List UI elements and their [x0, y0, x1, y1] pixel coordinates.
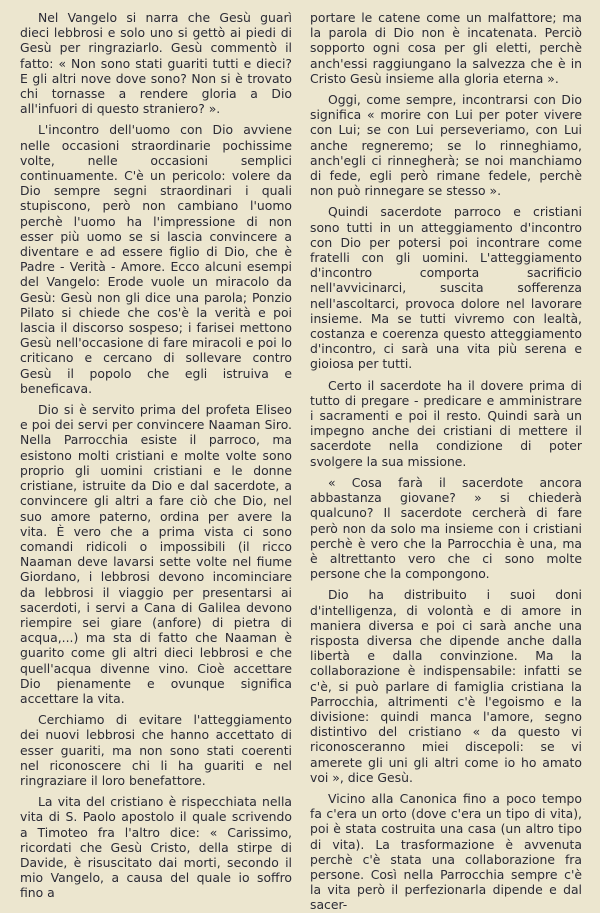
paragraph: Cerchiamo di evitare l'atteggiamento dei nuovi lebbrosi che hanno accettato di esser guariti, ma non sono stati coerenti nel riconoscere chi li ha guariti e nel ringraziare il loro benefattore.	[20, 712, 292, 788]
paragraph: Dio ha distribuito i suoi doni d'intelligenza, di volontà e di amore in maniera diversa e poi ci sarà anche una risposta diversa che dipende anche dalla libertà e dalla convinzione. Ma la collaborazione è indispensabile: infatti se c'è, si può parlare di famiglia cristiana la Parrocchia, altrimenti c'è l'egoismo e la divisione: quindi manca l'amore, segno distintivo del cristiano « da questo vi riconosceranno miei discepoli: se vi amerete gli uni gli altri come io ho amato voi », dice Gesù.	[310, 587, 582, 785]
paragraph: Dio si è servito prima del profeta Eliseo e poi dei servi per convincere Naaman Siro. Nella Parrocchia esiste il parroco, ma esistono molti cristiani e molte volte sono proprio gli uomini cristiani e le donne cristiane, istruite da Dio e dal sacerdote, a convincere gli altri a fare ciò che Dio, nel suo amore paterno, ordina per avere la vita. È vero che a prima vista ci sono comandi ridicoli o impossibili (il ricco Naaman deve lavarsi sette volte nel fiume Giordano, i lebbrosi devono incominciare da lebbrosi il viaggio per presentarsi ai sacerdoti, i servi a Cana di Galilea devono riempire sei giare (anfore) di pietra di acqua,...) ma sta di fatto che Naaman è guarito come gli altri dieci lebbrosi e che quell'acqua divenne vino. Cioè accettare Dio pienamente e ovunque significa accettare la vita.	[20, 402, 292, 706]
left-column	[14, 10, 292, 901]
paragraph: La vita del cristiano è rispecchiata nella vita di S. Paolo apostolo il quale scrivendo a Timoteo fra l'altro dice: « Carissimo, ricordati che Gesù Cristo, della stirpe di Davide, è risuscitato dai morti, secondo il mio Vangelo, a causa del quale io soffro fino a	[20, 794, 292, 901]
text-columns	[14, 10, 586, 913]
right-column	[310, 10, 586, 913]
paragraph: Certo il sacerdote ha il dovere prima di tutto di pregare - predicare e amministrare i sacramenti e poi il resto. Quindi sarà un impegno anche dei cristiani di mettere il sacerdote nella condizione di poter svolgere la sua missione.	[310, 377, 582, 469]
paragraph: portare le catene come un malfattore; ma la parola di Dio non è incatenata. Perciò sopporto ogni cosa per gli eletti, perchè anch'essi raggiungano la salvezza che è in Cristo Gesù insieme alla gloria eterna ».	[310, 10, 582, 86]
paragraph: « Cosa farà il sacerdote ancora abbastanza giovane? » si chiederà qualcuno? Il sacerdote cercherà di fare però non da solo ma insieme con i cristiani perchè è vero che la Parrocchia è una, ma è altrettanto vero che ci sono molte persone che la compongono.	[310, 474, 582, 582]
paragraph: L'incontro dell'uomo con Dio avviene nelle occasioni straordinarie pochissime volte, nelle occasioni semplici continuamente. C'è un pericolo: volere da Dio sempre segni straordinari i quali stupiscono, però non cambiano l'uomo perchè l'uomo ha l'impressione di non esser più uomo se si lascia convincere a diventare e ad essere figlio di Dio, che è Padre - Verità - Amore. Ecco alcuni esempi del Vangelo: Erode vuole un miracolo da Gesù: Gesù non gli dice una parola; Ponzio Pilato si chiede che cos'è la verità e poi lascia il discorso sospeso; i farisei mettono Gesù nell'occasione di fare miracoli e poi lo criticano e cercano di sollevare contro Gesù il popolo che egli istruiva e beneficava.	[20, 122, 292, 396]
paragraph: Oggi, come sempre, incontrarsi con Dio significa « morire con Lui per poter vivere con Lui; se con Lui perseveriamo, con Lui anche regneremo; se lo rinneghiamo, anch'egli ci rinnegherà; se noi manchiamo di fede, egli però rimane fedele, perchè non può rinnegare se stesso ».	[310, 92, 582, 199]
paragraph: Quindi sacerdote parroco e cristiani sono tutti in un atteggiamento d'incontro con Dio per potersi poi incontrare come fratelli con gli uomini. L'atteggiamento d'incontro comporta sacrificio nell'avvicinarci, suscita sofferenza nell'ascoltarci, provoca dolore nel lavorare insieme. Ma se tutti vivremo con lealtà, costanza e coerenza questo atteggiamento d'incontro, ci sarà una vita più serena e gioiosa per tutti.	[310, 204, 582, 372]
paragraph: Nel Vangelo si narra che Gesù guarì dieci lebbrosi e solo uno si gettò ai piedi di Gesù per ringraziarlo. Gesù commentò il fatto: « Non sono stati guariti tutti e dieci? E gli altri nove dove sono? Non si è trovato chi tornasse a rendere gloria a Dio all'infuori di questo straniero? ».	[20, 10, 292, 117]
paragraph: Vicino alla Canonica fino a poco tempo fa c'era un orto (dove c'era un tipo di vita), poi è stata costruita una casa (un altro tipo di vita). La trasformazione è avvenuta perchè c'è stata una collaborazione fra persone. Così nella Parrocchia sempre c'è la vita però il perfezionarla dipende e dal sacer-	[310, 790, 582, 913]
